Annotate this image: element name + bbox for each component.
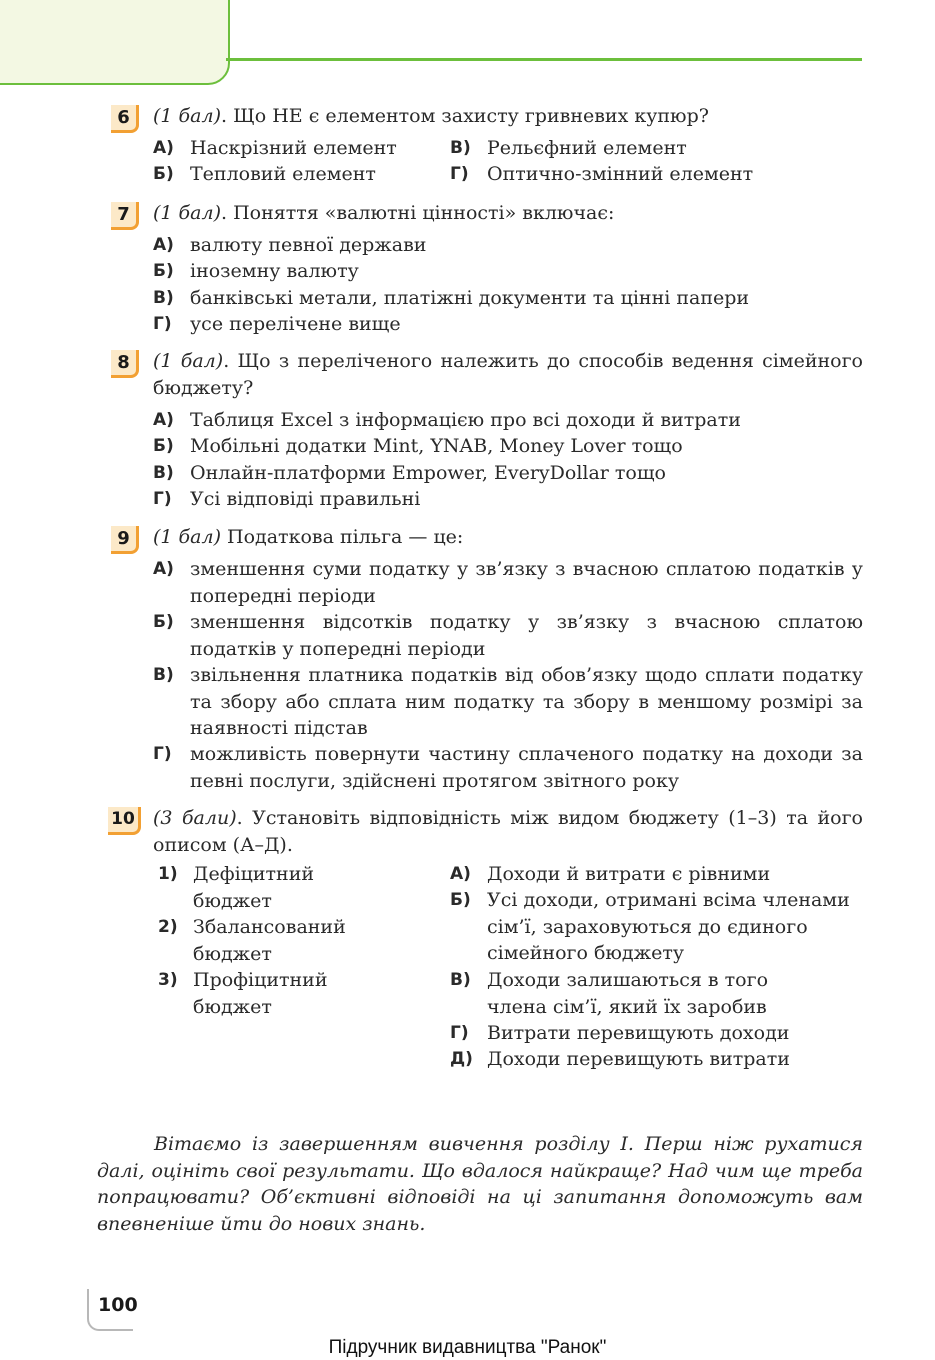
question-number: 10 (108, 807, 141, 835)
option-letter: Г) (450, 164, 469, 184)
question-text: . Що з переліченого належить до способів ведення сімейного бюджету? (153, 350, 863, 399)
question-points: (1 бал) (153, 202, 221, 224)
option-text: Наскрізний елемент (190, 137, 397, 159)
option-letter: А) (153, 235, 174, 255)
page-number: 100 (98, 1294, 138, 1316)
item-text: Витрати перевищують доходи (487, 1022, 790, 1044)
question-text: . Установіть відповідність між видом бюджету (1–3) та його описом (А–Д). (153, 807, 863, 856)
question-points: (1 бал) (153, 526, 221, 548)
question-stem (153, 805, 863, 858)
question-stem (153, 200, 863, 227)
item-number: 2) (158, 917, 178, 937)
option-text: усе перелічене вище (190, 313, 401, 335)
question-number: 8 (111, 350, 139, 378)
item-text: Усі доходи, отримані всіма членами сім’ї, зараховуються до єдиного сімейного бюджету (487, 889, 850, 964)
item-letter: Д) (450, 1049, 473, 1069)
item-letter: Г) (450, 1023, 469, 1043)
question-points: (1 бал) (153, 350, 224, 372)
option-letter: А) (153, 138, 174, 158)
option-text: банківські метали, платіжні документи та цінні папери (190, 287, 750, 309)
option-letter: А) (153, 559, 174, 579)
option-letter: Б) (153, 436, 174, 456)
item-text: Доходи перевищують витрати (487, 1048, 790, 1070)
option-letter: В) (153, 463, 174, 483)
option-text: Усі відповіді правильні (190, 488, 421, 510)
question-stem (153, 103, 863, 130)
publisher-footer: Підручник видавництва "Ранок" (328, 1337, 607, 1358)
option-letter: Г) (153, 489, 172, 509)
item-letter: А) (450, 864, 471, 884)
option-letter: В) (450, 138, 471, 158)
option-letter: Б) (153, 612, 174, 632)
option-text: можливість повернути частину сплаченого податку на доходи за певні послуги, здійснені протягом звітного року (190, 743, 863, 792)
item-number: 3) (158, 970, 178, 990)
item-text: Доходи й витрати є рівними (487, 863, 771, 885)
header-rule (226, 58, 862, 61)
question-text: . Поняття «валютні цінності» включає: (220, 202, 615, 224)
option-text: валюту певної держави (190, 234, 427, 256)
option-letter: Б) (153, 261, 174, 281)
item-letter: В) (450, 970, 471, 990)
question-number: 9 (111, 526, 139, 554)
question-number: 7 (111, 202, 139, 230)
question-text: . Що НЕ є елементом захисту гривневих купюр? (220, 105, 709, 127)
item-letter: Б) (450, 890, 471, 910)
question-number: 6 (111, 105, 139, 133)
item-text: Профіцитний бюджет (193, 969, 328, 1018)
item-text: Доходи залишаються в того члена сім’ї, який їх заробив (487, 969, 769, 1018)
option-text: звільнення платника податків від обов’язку щодо сплати податку та збору або сплата ним податку та збору в меншому розмірі за наявності підстав (190, 664, 863, 739)
question-text: Податкова пільга — це: (220, 526, 464, 548)
option-text: Рельєфний елемент (487, 137, 687, 159)
item-number: 1) (158, 864, 178, 884)
chapter-tab-corner (0, 0, 230, 85)
item-text: Збалансований бюджет (193, 916, 346, 965)
question-stem (153, 348, 863, 401)
option-text: Таблиця Excel з інформацією про всі доходи й витрати (190, 409, 741, 431)
option-letter: Б) (153, 164, 174, 184)
question-stem (153, 524, 863, 551)
question-points: (1 бал) (153, 105, 221, 127)
option-text: Мобільні додатки Mint, YNAB, Money Lover тощо (190, 435, 683, 457)
option-letter: Г) (153, 744, 172, 764)
question-points: (3 бали) (153, 807, 237, 829)
closing-paragraph: Вітаємо із завершенням вивчення розділу І. Перш ніж рухатися далі, оцініть свої результати. Що вдалося найкраще? Над чим ще треба попрацювати? Об’єктивні відповіді на ці запитання допоможуть вам впевненіше йти до нових знань. (97, 1133, 863, 1235)
option-text: зменшення відсотків податку у зв’язку з вчасною сплатою податків у попередні періоди (190, 611, 863, 660)
option-letter: Г) (153, 314, 172, 334)
option-letter: А) (153, 410, 174, 430)
item-text: Дефіцитний бюджет (193, 863, 315, 912)
option-text: Оптично-змінний елемент (487, 163, 754, 185)
option-letter: В) (153, 665, 174, 685)
page-number-box (87, 1289, 138, 1331)
option-letter: В) (153, 288, 174, 308)
option-text: Онлайн-платформи Empower, EveryDollar тощо (190, 462, 666, 484)
option-text: зменшення суми податку у зв’язку з вчасною сплатою податків у попередні періоди (190, 558, 863, 607)
option-text: Тепловий елемент (190, 163, 376, 185)
option-text: іноземну валюту (190, 260, 359, 282)
